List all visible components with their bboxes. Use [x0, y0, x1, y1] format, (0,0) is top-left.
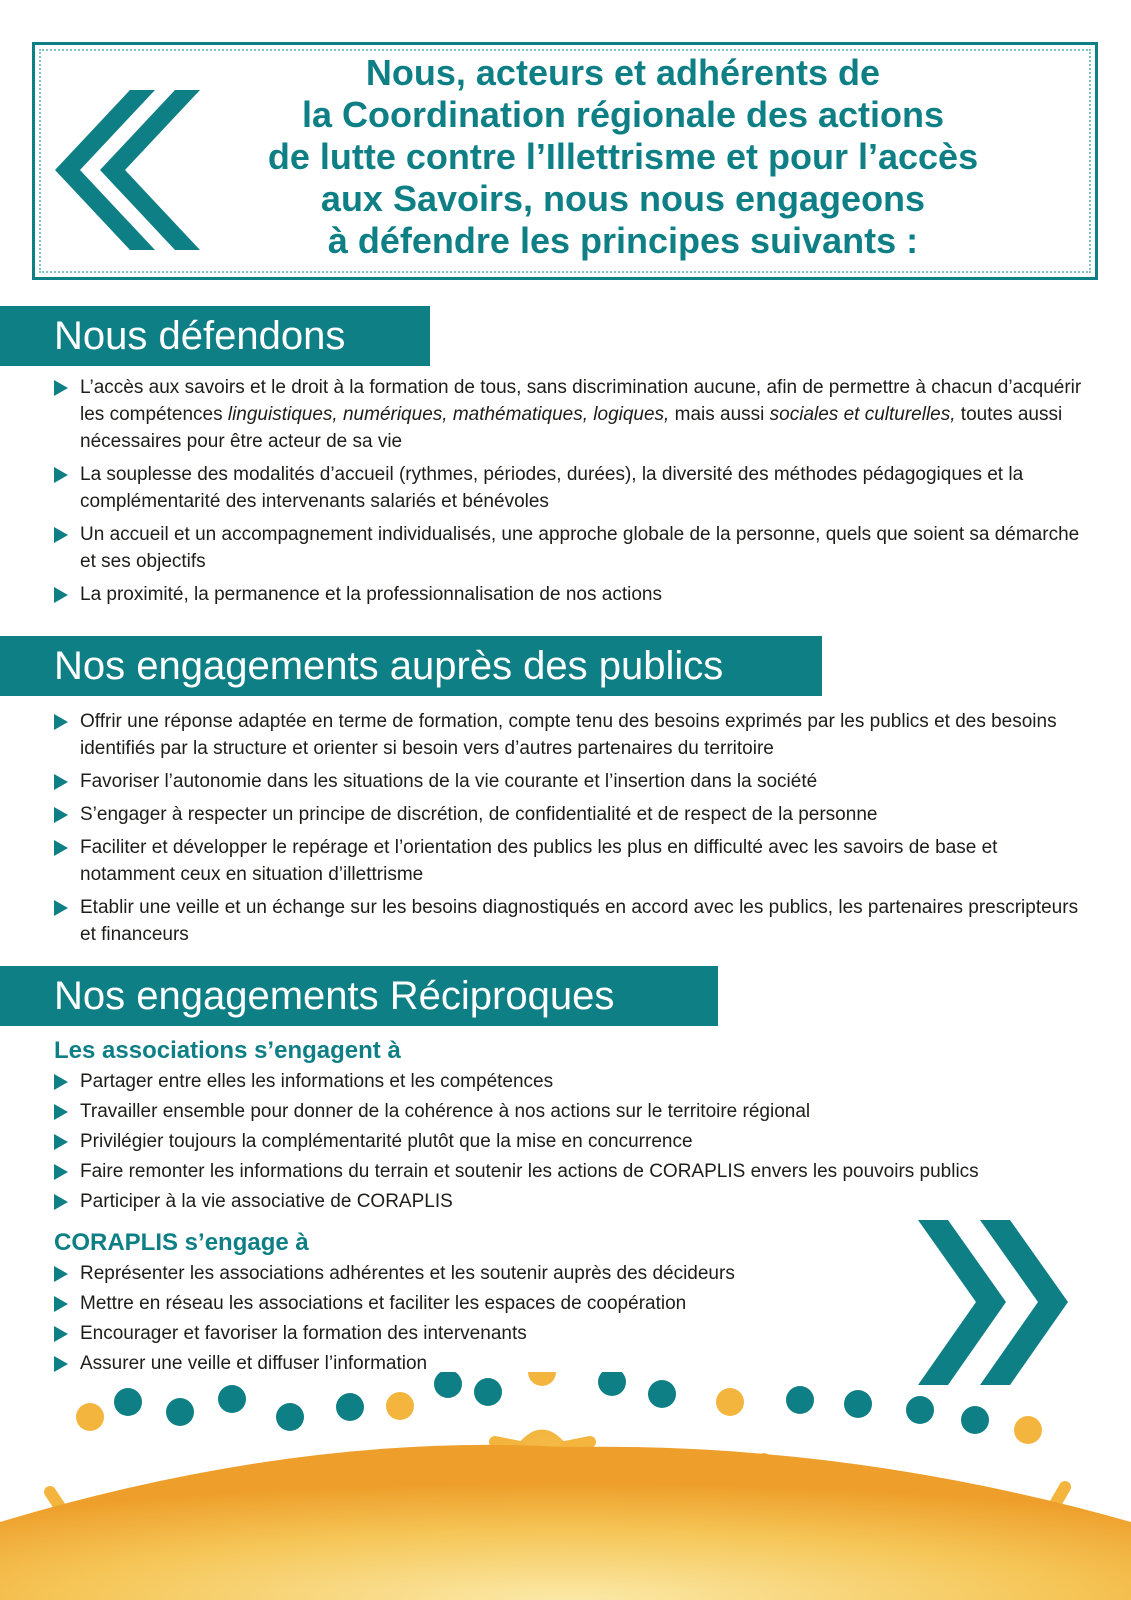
double-chevron-right-icon	[918, 1220, 1068, 1385]
bullet-triangle-icon	[54, 527, 68, 543]
section-title-reciproques: Nos engagements Réciproques	[0, 966, 718, 1026]
publics-list	[52, 708, 1092, 954]
bullet-triangle-icon	[54, 900, 68, 916]
list-item: Assurer une veille et diffuser l’information	[52, 1350, 912, 1377]
header-title-line: de lutte contre l’Illettrisme et pour l’accès	[267, 136, 979, 177]
list-item: Offrir une réponse adaptée en terme de formation, compte tenu des besoins exprimés par les publics et des besoins identifiés par la structure et orienter si besoin vers d’autres partenaires du territoire	[52, 708, 1092, 762]
bullet-triangle-icon	[54, 1326, 68, 1342]
list-item: Mettre en réseau les associations et faciliter les espaces de coopération	[52, 1290, 912, 1317]
section-title-publics: Nos engagements auprès des publics	[0, 636, 822, 696]
header-title-line: à défendre les principes suivants :	[327, 220, 919, 261]
bullet-triangle-icon	[54, 467, 68, 483]
bullet-triangle-icon	[54, 1356, 68, 1372]
list-item: Encourager et favoriser la formation des intervenants	[52, 1320, 912, 1347]
header-title-line: aux Savoirs, nous nous engageons	[320, 178, 926, 219]
header-title-line: Nous, acteurs et adhérents de	[365, 52, 881, 93]
section-title-defendons: Nous défendons	[0, 306, 430, 366]
associations-heading: Les associations s’engagent à	[54, 1037, 401, 1064]
double-chevron-left-icon	[50, 90, 200, 250]
bullet-triangle-icon	[54, 714, 68, 730]
bullet-triangle-icon	[54, 807, 68, 823]
list-item: Participer à la vie associative de CORAPLIS	[52, 1188, 1092, 1215]
bullet-triangle-icon	[54, 1164, 68, 1180]
list-item: Un accueil et un accompagnement individualisés, une approche globale de la personne, quels que soient sa démarche et ses objectifs	[52, 521, 1092, 575]
associations-list	[52, 1068, 1092, 1218]
list-item: Favoriser l’autonomie dans les situations de la vie courante et l’insertion dans la société	[52, 768, 1092, 795]
header-title	[198, 52, 1048, 262]
list-item: La souplesse des modalités d’accueil (rythmes, périodes, durées), la diversité des méthodes pédagogiques et la complémentarité des intervenants salariés et bénévoles	[52, 461, 1092, 515]
bullet-triangle-icon	[54, 774, 68, 790]
coraplis-list	[52, 1260, 912, 1380]
list-item: Partager entre elles les informations et les compétences	[52, 1068, 1092, 1095]
list-item: L’accès aux savoirs et le droit à la formation de tous, sans discrimination aucune, afin de permettre à chacun d’acquérir les compétences linguistiques, numériques, mathématiques, logiques, mais aussi sociales et culturelles, toutes aussi nécessaires pour être acteur de sa vie	[52, 374, 1092, 455]
bullet-triangle-icon	[54, 1266, 68, 1282]
header-title-line: la Coordination régionale des actions	[301, 94, 945, 135]
list-item: Privilégier toujours la complémentarité plutôt que la mise en concurrence	[52, 1128, 1092, 1155]
list-item: La proximité, la permanence et la professionnalisation de nos actions	[52, 581, 1092, 608]
bullet-triangle-icon	[54, 1296, 68, 1312]
bullet-triangle-icon	[54, 1074, 68, 1090]
people-crowd-illustration	[0, 1372, 1131, 1600]
bullet-triangle-icon	[54, 1134, 68, 1150]
list-item: S’engager à respecter un principe de discrétion, de confidentialité et de respect de la personne	[52, 801, 1092, 828]
list-item: Etablir une veille et un échange sur les besoins diagnostiqués en accord avec les publics, les partenaires prescripteurs et financeurs	[52, 894, 1092, 948]
bullet-triangle-icon	[54, 840, 68, 856]
bullet-triangle-icon	[54, 1104, 68, 1120]
list-item: Travailler ensemble pour donner de la cohérence à nos actions sur le territoire régional	[52, 1098, 1092, 1125]
bullet-triangle-icon	[54, 1194, 68, 1210]
coraplis-heading: CORAPLIS s’engage à	[54, 1229, 309, 1256]
defendons-list	[52, 374, 1092, 614]
bullet-triangle-icon	[54, 380, 68, 396]
bullet-triangle-icon	[54, 587, 68, 603]
list-item: Représenter les associations adhérentes et les soutenir auprès des décideurs	[52, 1260, 912, 1287]
list-item: Faire remonter les informations du terrain et soutenir les actions de CORAPLIS envers les pouvoirs publics	[52, 1158, 1092, 1185]
list-item: Faciliter et développer le repérage et l’orientation des publics les plus en difficulté avec les savoirs de base et notamment ceux en situation d’illettrisme	[52, 834, 1092, 888]
